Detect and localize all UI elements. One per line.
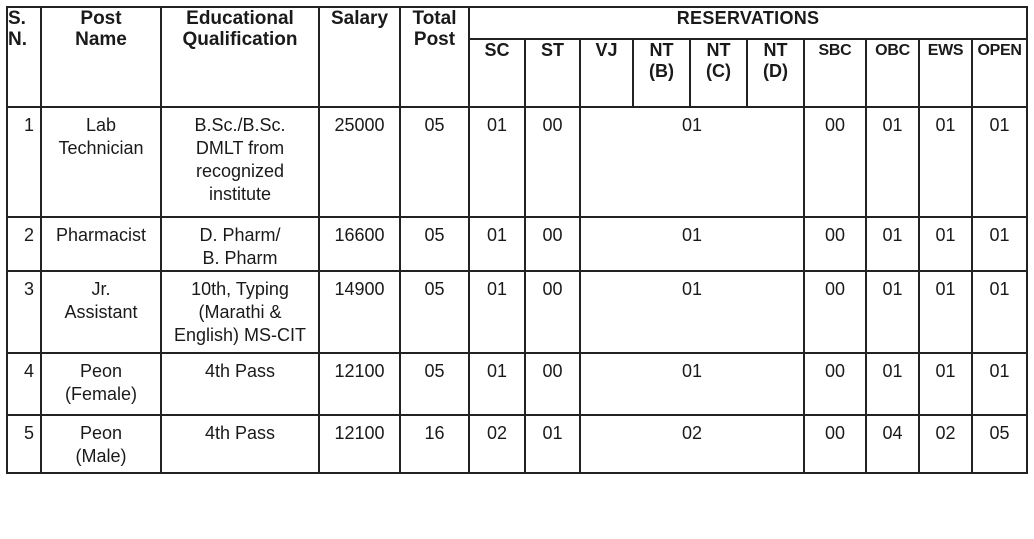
- cell-obc: 01: [866, 353, 919, 415]
- cell-vj-nt: 01: [580, 217, 804, 271]
- cell-obc: 01: [866, 271, 919, 353]
- post-line: Assistant: [64, 302, 138, 322]
- qual-line: (Marathi &: [198, 302, 282, 322]
- post-line: Technician: [58, 138, 144, 158]
- header-total-post: [400, 7, 469, 107]
- cell-salary: 25000: [319, 107, 400, 217]
- cell-total-post: 16: [400, 415, 469, 473]
- post-line: Peon: [79, 361, 123, 381]
- post-line: (Female): [64, 384, 137, 404]
- header-open: OPEN: [972, 39, 1027, 107]
- cell-salary: 12100: [319, 415, 400, 473]
- cell-open: 01: [972, 271, 1027, 353]
- post-line: (Male): [75, 446, 127, 466]
- qual-line: 4th Pass: [204, 423, 276, 443]
- header-ntc-line1: NT: [706, 40, 731, 60]
- post-line: Pharmacist: [55, 225, 147, 245]
- header-ews: EWS: [919, 39, 972, 107]
- cell-obc: 04: [866, 415, 919, 473]
- cell-sc: 01: [469, 271, 525, 353]
- cell-st: 01: [525, 415, 580, 473]
- cell-total-post: 05: [400, 271, 469, 353]
- qual-line: D. Pharm/: [199, 225, 281, 245]
- header-total-line1: Total: [412, 8, 457, 29]
- cell-st: 00: [525, 107, 580, 217]
- qual-line: B.Sc./B.Sc.: [194, 115, 286, 135]
- cell-salary: 16600: [319, 217, 400, 271]
- cell-vj-nt: 01: [580, 353, 804, 415]
- cell-qualification: [161, 217, 319, 271]
- cell-sn: 1: [7, 107, 41, 217]
- cell-st: 00: [525, 217, 580, 271]
- header-ntd-line2: (D): [763, 61, 788, 81]
- cell-ews: 01: [919, 353, 972, 415]
- cell-sbc: 00: [804, 271, 866, 353]
- header-salary: [319, 7, 400, 107]
- cell-ews: 01: [919, 107, 972, 217]
- cell-sbc: 00: [804, 217, 866, 271]
- header-vj: VJ: [580, 39, 633, 107]
- cell-obc: 01: [866, 107, 919, 217]
- header-sn-line1: S.: [8, 8, 26, 29]
- cell-total-post: 05: [400, 217, 469, 271]
- cell-total-post: 05: [400, 353, 469, 415]
- header-post-name: [41, 7, 161, 107]
- cell-open: 01: [972, 217, 1027, 271]
- cell-qualification: [161, 107, 319, 217]
- cell-ews: 01: [919, 271, 972, 353]
- cell-ews: 02: [919, 415, 972, 473]
- cell-st: 00: [525, 271, 580, 353]
- header-post-line1: Post: [80, 8, 122, 29]
- header-post-line2: Name: [75, 29, 127, 50]
- cell-sbc: 00: [804, 415, 866, 473]
- table-row: [7, 107, 1027, 217]
- header-ntd-line1: NT: [763, 40, 788, 60]
- cell-sc: 01: [469, 107, 525, 217]
- cell-sn: 3: [7, 271, 41, 353]
- cell-open: 01: [972, 353, 1027, 415]
- qual-line: DMLT from: [195, 138, 285, 158]
- qual-line: recognized: [195, 161, 285, 181]
- qual-line: 10th, Typing: [191, 279, 289, 299]
- cell-salary: 14900: [319, 271, 400, 353]
- header-ntc-line2: (C): [706, 61, 731, 81]
- cell-sn: 4: [7, 353, 41, 415]
- post-line: Peon: [79, 423, 123, 443]
- cell-sbc: 00: [804, 353, 866, 415]
- cell-vj-nt: 01: [580, 107, 804, 217]
- header-nt-d: [747, 39, 804, 107]
- cell-salary: 12100: [319, 353, 400, 415]
- cell-post-name: [41, 107, 161, 217]
- header-row-top: [7, 7, 1027, 39]
- cell-post-name: [41, 271, 161, 353]
- header-nt-c: [690, 39, 747, 107]
- post-line: Lab: [85, 115, 117, 135]
- cell-obc: 01: [866, 217, 919, 271]
- vacancy-table: [6, 6, 1028, 474]
- header-edu-line2: Qualification: [182, 29, 298, 50]
- cell-qualification: [161, 415, 319, 473]
- header-sn-line2: N.: [8, 29, 27, 50]
- cell-vj-nt: 02: [580, 415, 804, 473]
- table-row: [7, 353, 1027, 415]
- header-salary-text: Salary: [330, 8, 389, 29]
- table-row: [7, 271, 1027, 353]
- header-nt-b: [633, 39, 690, 107]
- header-sbc: SBC: [804, 39, 866, 107]
- cell-qualification: [161, 271, 319, 353]
- header-obc: OBC: [866, 39, 919, 107]
- qual-line: B. Pharm: [202, 248, 278, 268]
- header-edu-line1: Educational: [186, 8, 294, 29]
- cell-sc: 01: [469, 353, 525, 415]
- cell-post-name: [41, 353, 161, 415]
- qual-line: institute: [208, 184, 272, 204]
- header-sc: SC: [469, 39, 525, 107]
- header-st: ST: [525, 39, 580, 107]
- header-reservations: RESERVATIONS: [469, 7, 1027, 39]
- header-total-line2: Post: [413, 29, 456, 50]
- cell-open: 01: [972, 107, 1027, 217]
- cell-open: 05: [972, 415, 1027, 473]
- qual-line: English) MS-CIT: [173, 325, 307, 345]
- post-line: Jr.: [91, 279, 111, 299]
- cell-qualification: [161, 353, 319, 415]
- table-row: [7, 217, 1027, 271]
- cell-sc: 02: [469, 415, 525, 473]
- header-educational-qualification: [161, 7, 319, 107]
- cell-total-post: 05: [400, 107, 469, 217]
- cell-ews: 01: [919, 217, 972, 271]
- header-sn: [7, 7, 41, 107]
- cell-post-name: [41, 217, 161, 271]
- cell-sbc: 00: [804, 107, 866, 217]
- cell-sn: 2: [7, 217, 41, 271]
- table-row: [7, 415, 1027, 473]
- cell-st: 00: [525, 353, 580, 415]
- qual-line: 4th Pass: [204, 361, 276, 381]
- cell-post-name: [41, 415, 161, 473]
- cell-sc: 01: [469, 217, 525, 271]
- cell-sn: 5: [7, 415, 41, 473]
- cell-vj-nt: 01: [580, 271, 804, 353]
- header-ntb-line1: NT: [649, 40, 674, 60]
- header-ntb-line2: (B): [649, 61, 674, 81]
